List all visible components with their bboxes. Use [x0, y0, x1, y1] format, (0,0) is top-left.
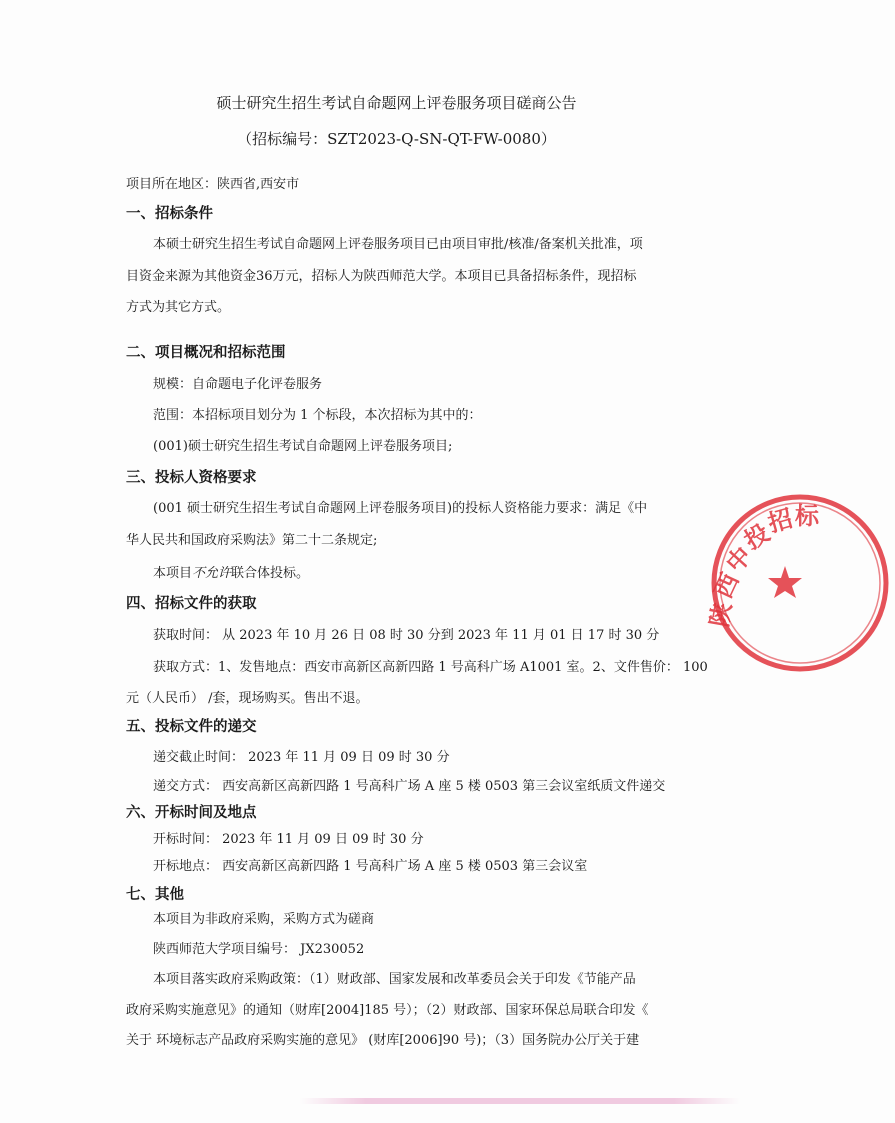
svg-text:招: 招 [764, 503, 796, 538]
s5-deadline: 递交截止时间： 2023 年 11 月 09 日 09 时 30 分 [153, 750, 450, 765]
section-heading-3: 三、投标人资格要求 [126, 470, 257, 486]
svg-text:中: 中 [719, 540, 758, 579]
svg-text:标: 标 [795, 501, 819, 530]
s7-procurement: 本项目为非政府采购，采购方式为磋商 [153, 912, 375, 927]
svg-text:投: 投 [738, 517, 775, 556]
s3-line-1: (001 硕士研究生招生考试自命题网上评卷服务项目)的投标人资格能力要求：满足《中 [153, 501, 648, 516]
section-heading-2: 二、项目概况和招标范围 [126, 345, 286, 361]
s2-lot: (001)硕士研究生招生考试自命题网上评卷服务项目; [153, 439, 453, 454]
section-heading-5: 五、投标文件的递交 [126, 719, 257, 735]
section-heading-7: 七、其他 [126, 887, 184, 903]
doc-subtitle: （招标编号：SZT2023-Q-SN-QT-FW-0080） [237, 130, 556, 148]
s3-line-2: 华人民共和国政府采购法》第二十二条规定; [126, 533, 378, 548]
s2-scope: 范围：本招标项目划分为 1 个标段，本次招标为其中的： [153, 408, 482, 423]
official-seal-stamp [705, 488, 895, 678]
s3-line-3 [153, 567, 309, 580]
s2-scale: 规模：自命题电子化评卷服务 [153, 377, 323, 392]
s4-method: 获取方式：1、发售地点：西安市高新区高新四路 1 号高科广场 A1001 室。2、文件售价： 100 [153, 660, 708, 675]
s6-time: 开标时间： 2023 年 11 月 09 日 09 时 30 分 [153, 832, 424, 847]
s1-paragraph-line-3: 方式为其它方式。 [126, 300, 231, 315]
s4-method-2: 元（人民币） /套，现场购买。售出不退。 [126, 691, 369, 706]
s4-time: 获取时间： 从 2023 年 10 月 26 日 08 时 30 分到 2023 年 11 月 01 日 17 时 30 分 [153, 628, 660, 643]
s3-line-3-c: 联合体投标。 [231, 566, 310, 581]
s3-line-3-a: 本项目 [153, 566, 193, 581]
doc-title: 硕士研究生招生考试自命题网上评卷服务项目磋商公告 [216, 94, 577, 112]
s1-paragraph-line-2: 目资金来源为其他资金36万元，招标人为陕西师范大学。本项目已具备招标条件，现招标 [126, 269, 637, 284]
section-heading-6: 六、开标时间及地点 [126, 805, 257, 821]
svg-text:陕: 陕 [704, 600, 738, 630]
project-region: 项目所在地区：陕西省,西安市 [126, 177, 300, 192]
s5-method: 递交方式： 西安高新区高新四路 1 号高科广场 A 座 5 楼 0503 第三会议室纸质文件递交 [153, 779, 666, 794]
s3-line-3-not-allowed: 不允许 [192, 566, 232, 581]
s7-policy-line-1: 本项目落实政府采购政策：（1）财政部、国家发展和改革委员会关于印发《节能产品 [153, 972, 636, 987]
svg-text:西: 西 [708, 568, 745, 603]
s7-project-code: 陕西师范大学项目编号： JX230052 [153, 942, 365, 957]
s7-policy-line-2: 政府采购实施意见》的通知（财库[2004]185 号）；（2）财政部、国家环保总局联合印发《 [126, 1003, 649, 1018]
section-heading-1: 一、招标条件 [126, 206, 213, 222]
s1-paragraph-line-1: 本硕士研究生招生考试自命题网上评卷服务项目已由项目审批/核准/备案机关批准，项 [153, 237, 643, 252]
s6-place: 开标地点： 西安高新区高新四路 1 号高科广场 A 座 5 楼 0503 第三会议室 [153, 859, 588, 874]
scan-artifact-line [300, 1098, 740, 1104]
section-heading-4: 四、招标文件的获取 [126, 596, 257, 612]
s7-policy-line-3: 关于 环境标志产品政府采购实施的意见》 (财库[2006]90 号)；（3）国务院办公厅关于建 [126, 1033, 640, 1048]
